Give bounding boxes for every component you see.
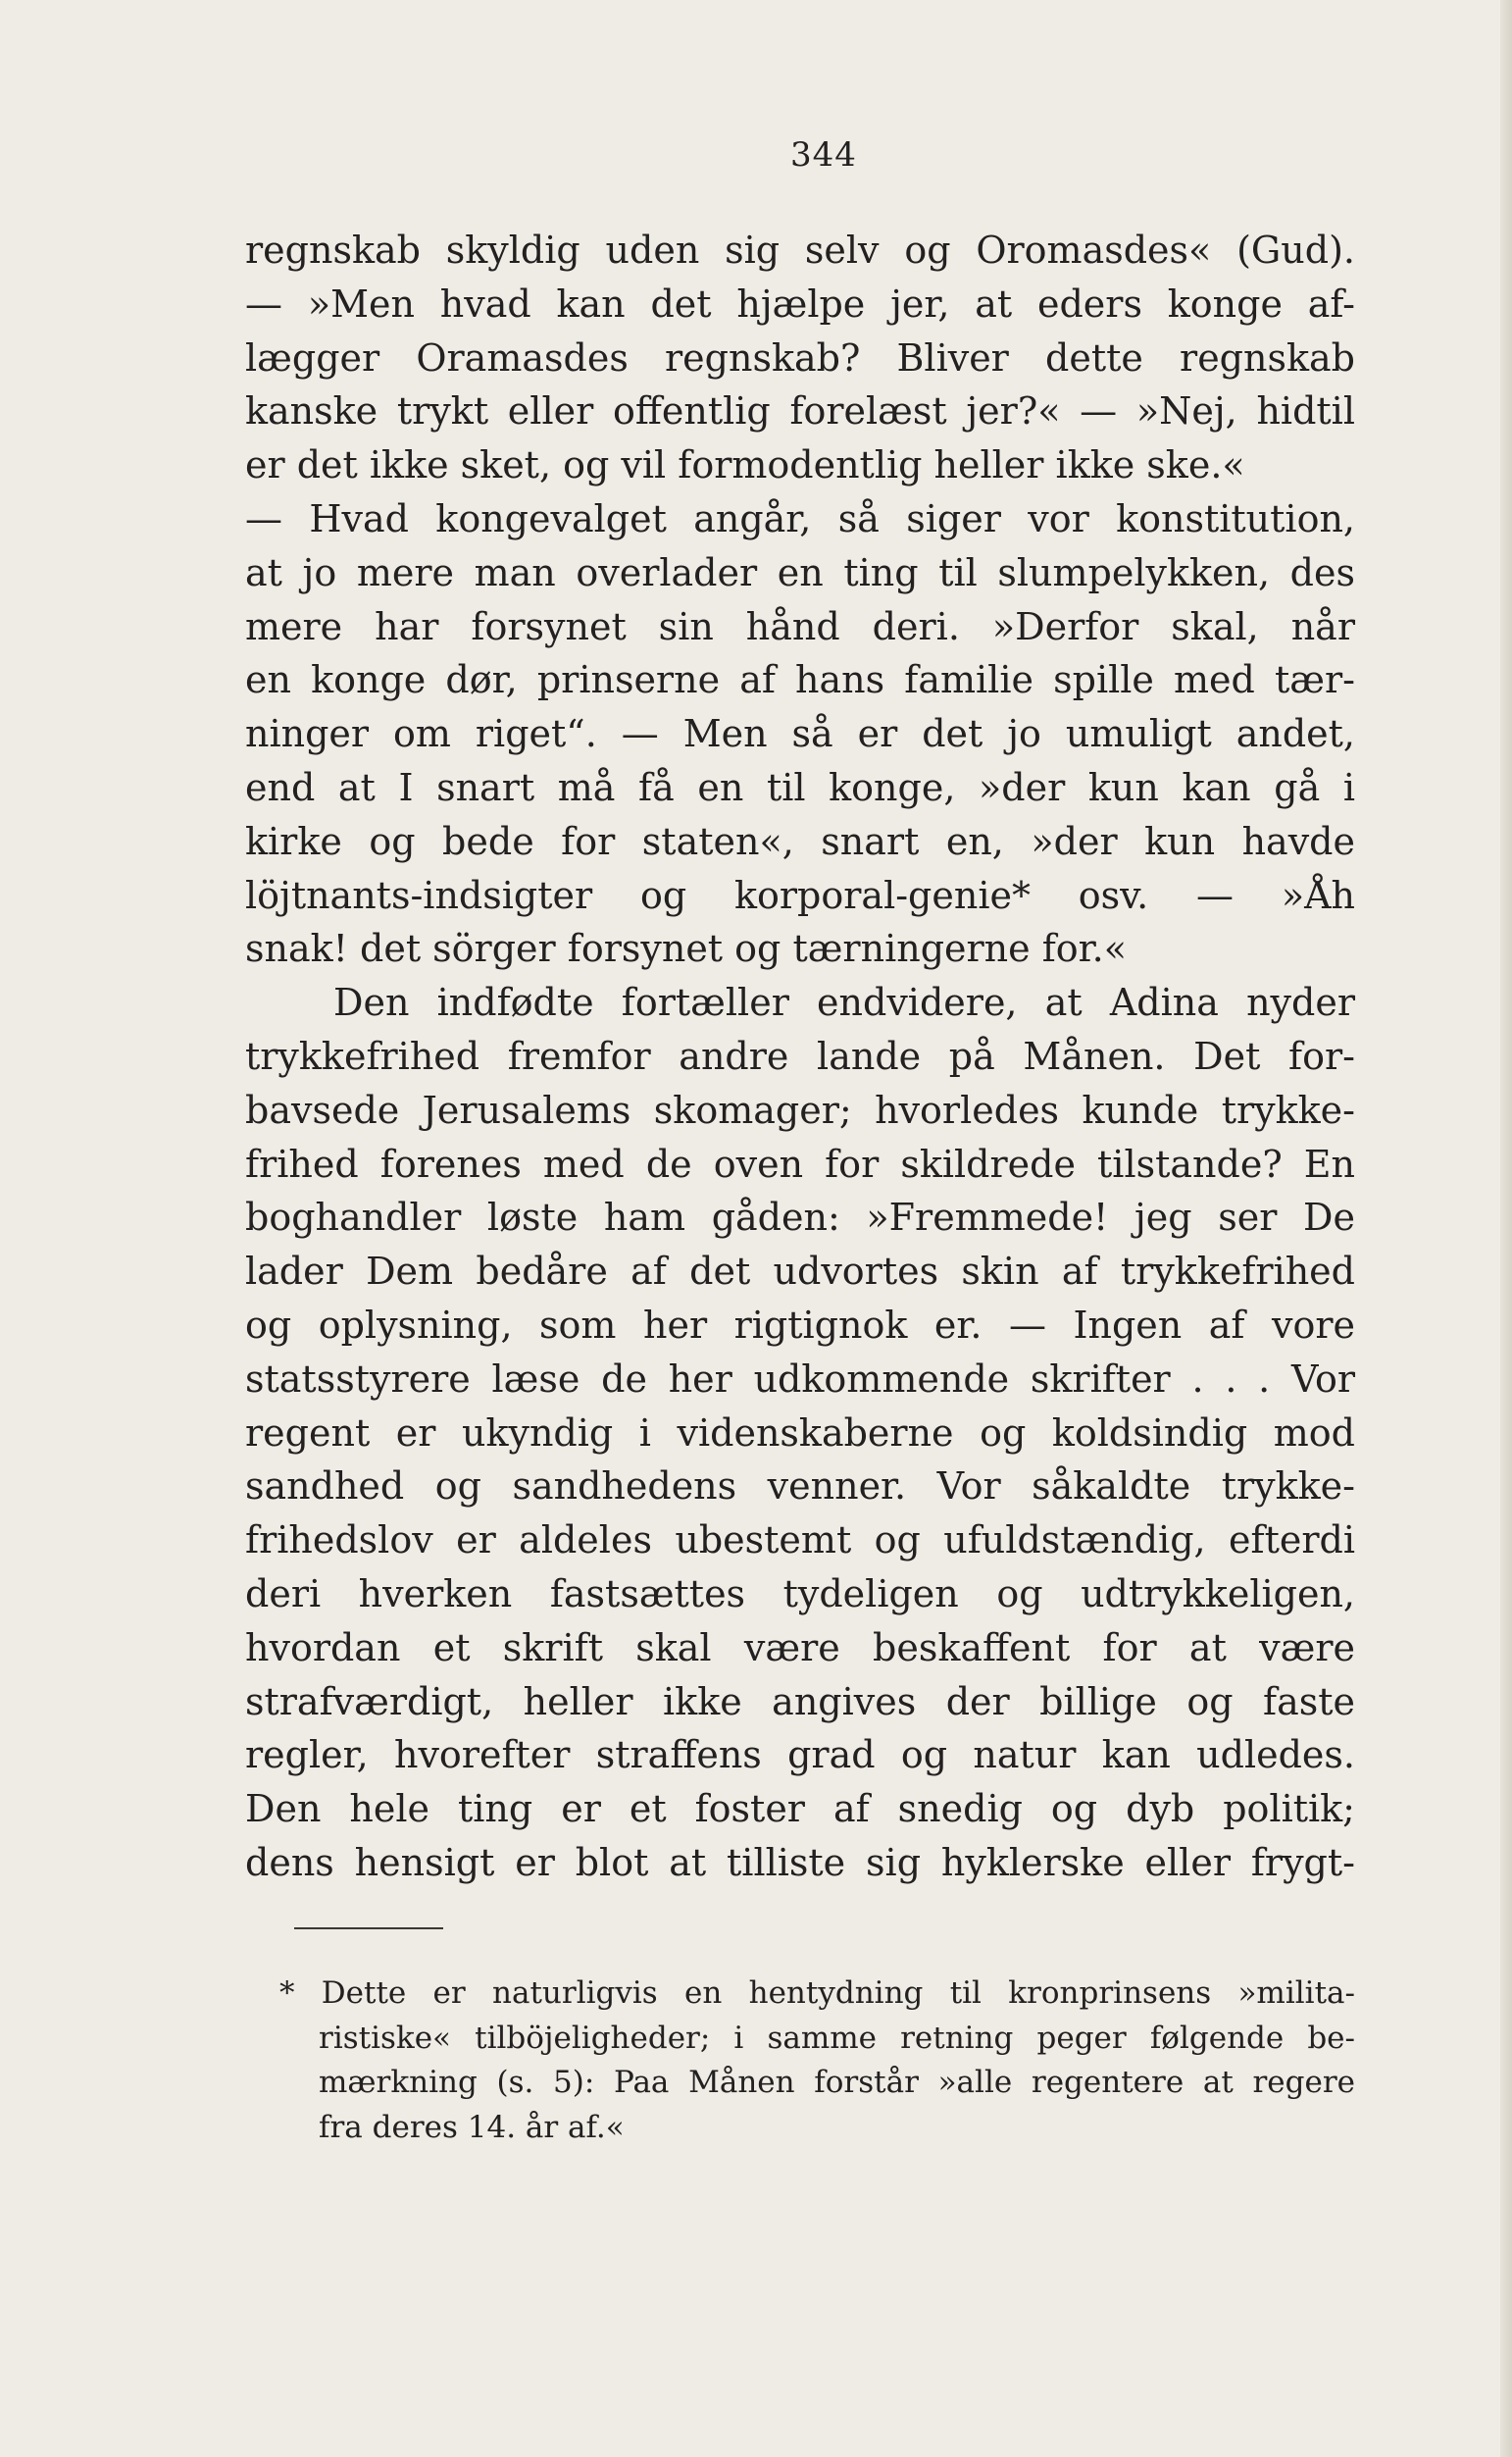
footnote-divider (294, 1927, 443, 1929)
text-line: lader Dem bedåre af det udvortes skin af trykkefrihed (245, 1250, 1355, 1294)
footnote (279, 1971, 1355, 2150)
text-line: kirke og bede for staten«, snart en, »der kun havde (245, 819, 1355, 863)
text-line: löjtnants-indsigter og korporal-genie* osv. — »Åh (245, 873, 1355, 917)
text-line: og oplysning, som her rigtignok er. — Ingen af vore (245, 1303, 1355, 1347)
page-edge (1500, 0, 1512, 2457)
text-line: regent er ukyndig i videnskaberne og koldsindig mod (245, 1410, 1355, 1455)
footnote-line: * Dette er naturligvis en hentydning til kronprinsens »milita- (279, 1975, 1355, 2011)
text-line: mere har forsynet sin hånd deri. »Derfor skal, når (245, 604, 1355, 648)
text-line: ninger om riget“. — Men så er det jo umuligt andet, (245, 712, 1355, 756)
text-line: er det ikke sket, og vil formodentlig heller ikke ske.« (245, 443, 1245, 487)
text-line: Den hele ting er et foster af snedig og dyb politik; (245, 1787, 1355, 1831)
text-line: — »Men hvad kan det hjælpe jer, at eders konge af- (245, 282, 1355, 326)
page-number: 344 (790, 135, 857, 175)
text-line: frihedslov er aldeles ubestemt og ufuldstændig, efterdi (245, 1518, 1355, 1562)
text-line: dens hensigt er blot at tilliste sig hyklerske eller frygt- (245, 1840, 1355, 1884)
text-line: kanske trykt eller offentlig forelæst jer?« — »Nej, hidtil (245, 389, 1355, 434)
text-line: hvordan et skrift skal være beskaffent for at være (245, 1625, 1355, 1669)
text-line: statsstyrere læse de her udkommende skrifter . . . Vor (245, 1356, 1355, 1401)
text-line: snak! det sörger forsynet og tærningerne for.« (245, 927, 1127, 971)
text-line: sandhed og sandhedens venner. Vor såkaldte trykke- (245, 1464, 1355, 1509)
footnote-line: mærkning (s. 5): Paa Månen forstår »alle regentere at regere (319, 2065, 1355, 2100)
text-line: regler, hvorefter straffens grad og natur kan udledes. (245, 1733, 1355, 1777)
text-line: deri hverken fastsættes tydeligen og udtrykkeligen, (245, 1571, 1355, 1615)
text-line: strafværdigt, heller ikke angives der billige og faste (245, 1679, 1355, 1723)
text-line: end at I snart må få en til konge, »der kun kan gå i (245, 765, 1355, 809)
text-line: regnskab skyldig uden sig selv og Oromasdes« (Gud). (245, 229, 1355, 272)
text-line: boghandler løste ham gåden: »Fremmede! jeg ser De (245, 1196, 1355, 1240)
text-line: — Hvad kongevalget angår, så siger vor konstitution, (245, 496, 1355, 540)
footnote-line: ristiske« tilböjeligheder; i samme retning peger følgende be- (319, 2020, 1355, 2056)
text-line: at jo mere man overlader en ting til slumpelykken, des (245, 550, 1355, 594)
text-line: trykkefrihed fremfor andre lande på Månen. Det for- (245, 1034, 1355, 1078)
text-line: bavsede Jerusalems skomager; hvorledes kunde trykke- (245, 1088, 1355, 1132)
footnote-line: fra deres 14. år af.« (319, 2109, 625, 2145)
text-line: en konge dør, prinserne af hans familie spille med tær- (245, 658, 1355, 702)
text-line: frihed forenes med de oven for skildrede tilstande? En (245, 1142, 1355, 1186)
text-line: lægger Oramasdes regnskab? Bliver dette regnskab (245, 335, 1355, 380)
text-line: Den indfødte fortæller endvidere, at Adina nyder (333, 981, 1355, 1025)
body-text (245, 224, 1355, 1890)
